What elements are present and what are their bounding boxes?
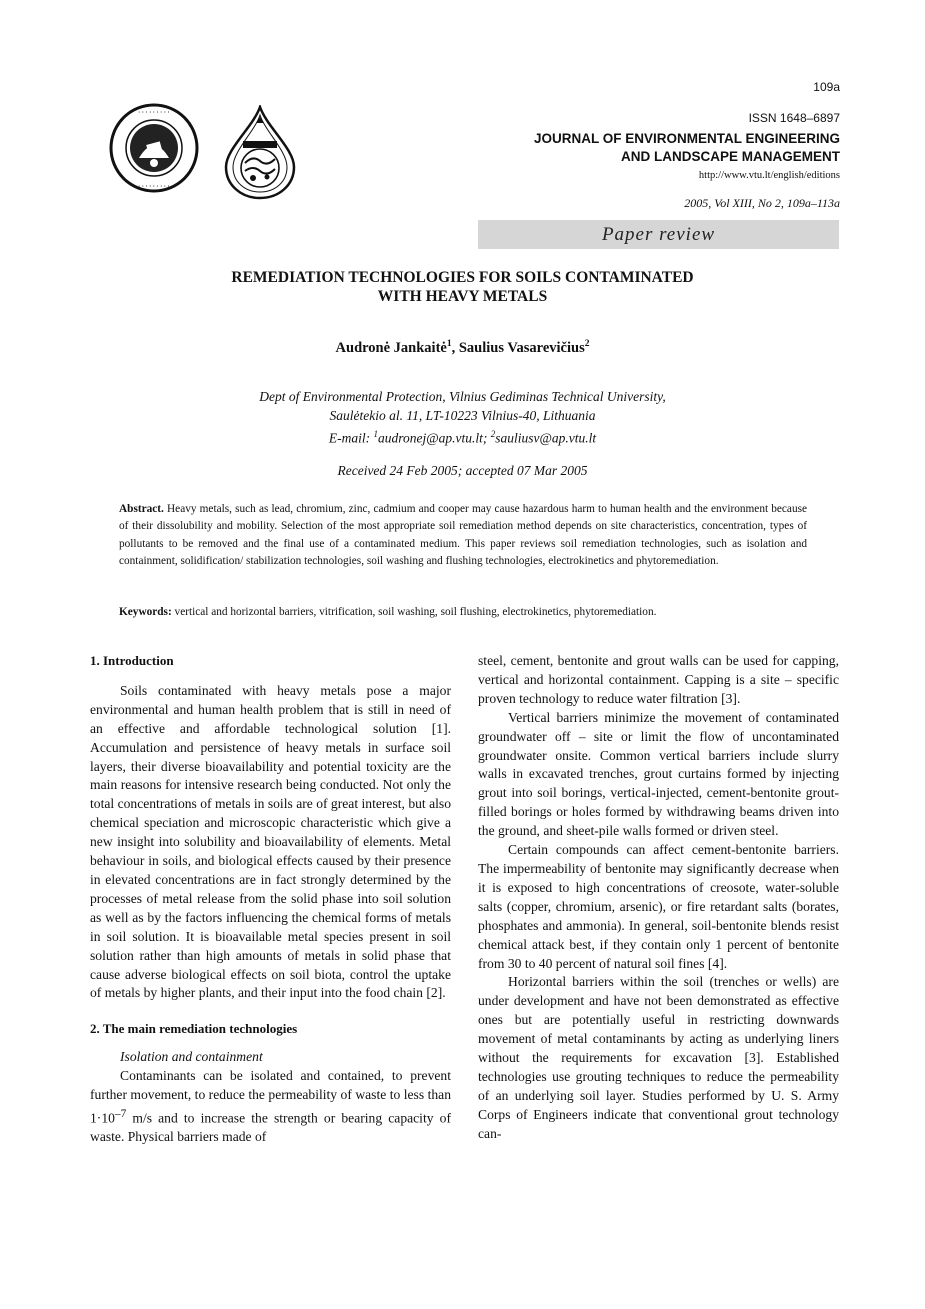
paper-title-line2: WITH HEAVY METALS — [377, 288, 548, 305]
author-1: Audronė Jankaitė — [335, 339, 447, 356]
abstract — [119, 501, 807, 570]
affiliation-email-line — [90, 425, 835, 448]
paper-title — [90, 268, 835, 306]
abstract-label: Abstract. — [119, 503, 164, 515]
email2-mark: 2 — [490, 429, 496, 439]
author-1-affil-mark: 1 — [446, 339, 452, 349]
isolation-text-b: m/s and to increase the strength or bearing capacity of waste. Physical barriers made of — [90, 1110, 451, 1145]
horizontal-barriers-paragraph: Horizontal barriers within the soil (trenches or wells) are under development and have not been demonstrated as effective ones but are potentially useful in restricting downwards movement of metal contaminants by acting as underlying liners without the requirements for excavation [3]. Established technologies use grouting techniques to reduce the permeability of an underlying soil layer. Studies performed by U. S. Army Corps of Engineers indicate that conventional grout technology can- — [478, 974, 839, 1141]
issn: ISSN 1648–6897 — [748, 111, 840, 125]
vertical-barriers-paragraph: Vertical barriers minimize the movement of contaminated groundwater off – site or limit the flow of uncontaminated groundwater onsite. Common vertical barriers include slurry walls in excavated trenches, grout curtains formed by injecting grout into soil borings, vertical-injected, cement-bentonite grout-filled borings or holes formed by withdrawing beams driven into the ground, and sheet-pile walls formed or driven steel. — [478, 709, 839, 839]
author-2-affil-mark: 2 — [584, 339, 590, 349]
page-number: 109a — [813, 80, 840, 94]
keywords-text: vertical and horizontal barriers, vitrification, soil washing, soil flushing, electrokinetics, phytoremediation. — [171, 606, 657, 618]
keywords-label: Keywords: — [119, 606, 172, 618]
author-2: Saulius Vasarevičius — [458, 339, 585, 356]
isolation-text-a: Contaminants can be isolated and contained, to prevent further movement, to reduce the permeability of waste to less than 1·10 — [90, 1068, 451, 1126]
volume-info: 2005, Vol XIII, No 2, 109a–113a — [684, 196, 840, 210]
isolation-paragraph — [90, 1067, 451, 1147]
svg-text:· · · · · · · · ·: · · · · · · · · · — [138, 184, 170, 190]
section-1-heading: 1. Introduction — [90, 653, 174, 668]
capping-paragraph: steel, cement, bentonite and grout walls can be used for capping, vertical and horizontal containment. Capping is a site – specific proven technology to reduce water filtration [3]. — [478, 653, 839, 706]
journal-title-line1: JOURNAL OF ENVIRONMENTAL ENGINEERING — [533, 131, 840, 146]
intro-paragraph: Soils contaminated with heavy metals pose a major environmental and human health problem that is still in need of an effective and affordable technological solution [1]. Accumulation and persistence of heavy metals in surface soil layers, their diverse bioavailability and potential toxicity are the main reasons for intensive research being conducted. Not only the total concentrations of metals in soils are of great interest, but also chemical speciation and microscopic characteristic which give a new insight into solubility and bioavailability of elements. Metal behaviour in soils, and biological effects caused by their presence in elevated concentrations are in fact strongly determined by the processes of metal release from the solid phase into soil solution as well as by the factors influencing the chemical forms of metals in soil solution. It is bioavailable metal species present in soil solution rather than high amounts of metals in solid phase that cause adverse biological effects on soil biota, control the uptake of metals by higher plants, and their input into the food chain [2]. — [90, 682, 451, 1001]
paper-title-line1: REMEDIATION TECHNOLOGIES FOR SOILS CONTAMINATED — [231, 269, 694, 286]
received-dates: Received 24 Feb 2005; accepted 07 Mar 2005 — [337, 463, 588, 478]
journal-url[interactable]: http://www.vtu.lt/english/editions — [698, 170, 840, 181]
exponent: –7 — [114, 1107, 127, 1120]
affiliation — [90, 387, 835, 448]
university-seal-logo — [109, 103, 199, 198]
journal-title-line2: AND LANDSCAPE MANAGEMENT — [621, 149, 840, 164]
journal-title — [534, 130, 840, 166]
svg-text:· · · · · · · · ·: · · · · · · · · · — [138, 110, 170, 116]
left-column — [90, 652, 451, 1147]
email-1[interactable]: audronej@ap.vtu.lt; — [377, 430, 491, 446]
authors — [90, 339, 835, 357]
email-prefix: E-mail: — [328, 430, 374, 446]
section-2-heading: 2. The main remediation technologies — [90, 1021, 298, 1037]
right-column — [478, 652, 839, 1144]
email1-mark: 1 — [373, 429, 378, 439]
journal-emblem-logo — [223, 105, 297, 206]
keywords — [119, 604, 807, 621]
university-seal-icon — [109, 103, 199, 193]
water-drop-emblem-icon — [223, 105, 297, 201]
paper-type-banner: Paper review — [478, 220, 839, 249]
abstract-text: Heavy metals, such as lead, chromium, zinc, cadmium and cooper may cause hazardous harm to human health and the environment because of their dissolubility and mobility. Selection of the most appropriate soil remediation method depends on site characteristics, concentration, types of pollutants to be removed and the final use of a contaminated medium. This paper reviews soil remediation technologies, such as isolation and containment, solidification/ stabilization technologies, soil washing and flushing technologies, electrokinetics and phytoremediation. — [119, 503, 807, 567]
subsection-heading: Isolation and containment — [120, 1049, 263, 1065]
email-2[interactable]: sauliusv@ap.vtu.lt — [495, 430, 597, 446]
affiliation-line1: Dept of Environmental Protection, Vilnius Gediminas Technical University, — [259, 389, 666, 404]
author-separator: , — [451, 339, 459, 356]
affiliation-line2: Saulėtekio al. 11, LT-10223 Vilnius-40, Lithuania — [329, 408, 596, 423]
cement-bentonite-paragraph: Certain compounds can affect cement-bentonite barriers. The impermeability of bentonite may significantly decrease when it is exposed to high concentrations of creosote, water-soluble salts (copper, chromium, arsenic), or fire retardant salts (borates, phosphates and ammonia). In general, soil-bentonite blends resist chemical attack best, if they contain only 1 percent of bentonite from 30 to 40 percent of natural soil fines [4]. — [478, 842, 839, 971]
